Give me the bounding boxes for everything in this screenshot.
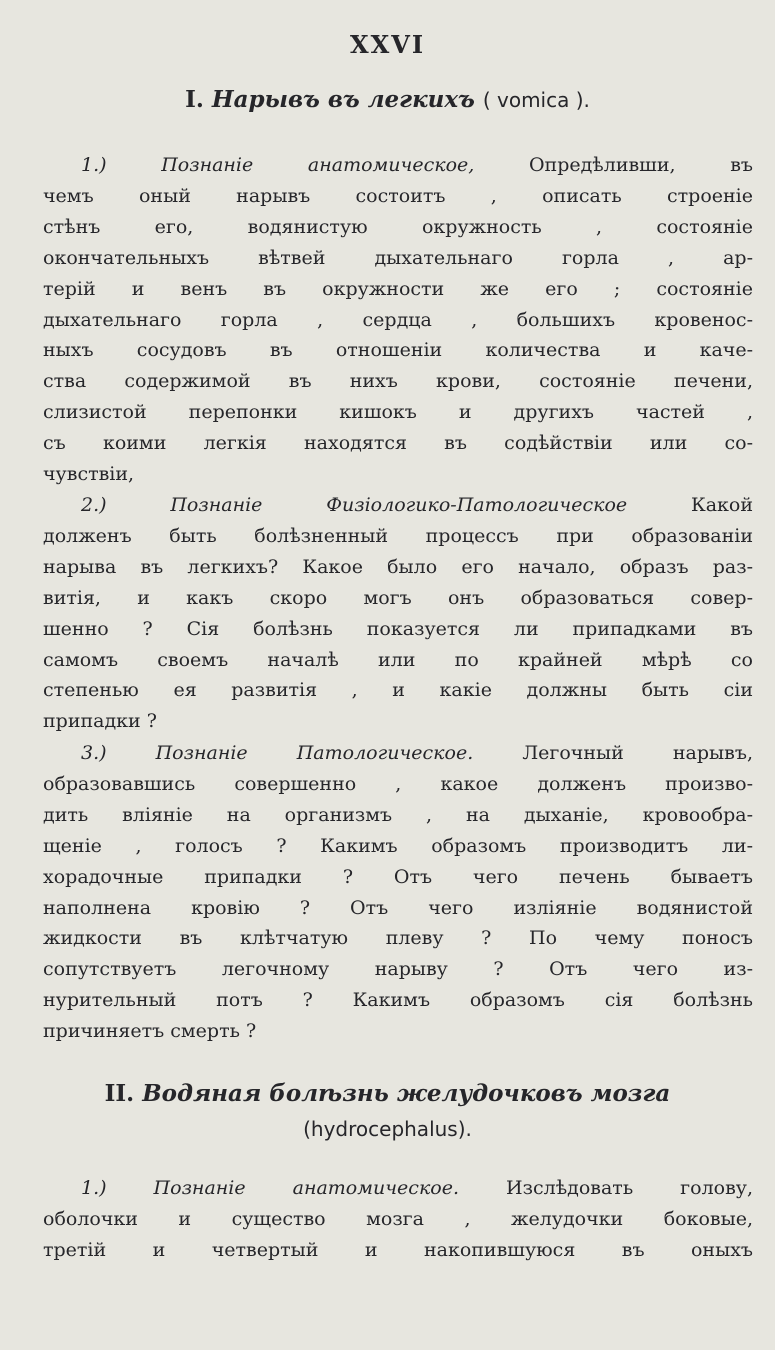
section-numeral: I. [185,86,204,113]
page-number: XXVI [349,30,426,59]
text-line: степенью ея развитія , и какіе должны быть сіи [43,679,753,702]
text-line: сопутствуетъ легочному нарыву ? Отъ чего из- [43,958,753,981]
text-fragment: Легочный нарывъ, [522,742,753,764]
text-line: жидкости въ клѣтчатую плеву ? По чему поносъ [43,927,753,950]
text-fragment: Какой [690,494,753,516]
paragraph-anatomical-2 [43,1173,753,1266]
paragraph-label: 1.) Познаніе анатомическое. [81,1177,460,1199]
text-line [43,738,753,769]
text-line: нарыва въ легкихъ? Какое было его начало, образъ раз- [43,555,753,578]
text-line: ныхъ сосудовъ въ отношеніи количества и каче- [43,339,753,362]
text-line: съ коими легкія находятся въ содѣйствіи или со- [43,432,753,455]
text-fragment: Опредѣливши, въ [528,154,753,176]
text-line: терій и венъ въ окружности же его ; состояніе [43,277,753,300]
text-line: щеніе , голосъ ? Какимъ образомъ производитъ ли- [43,834,753,857]
paragraph-pathological [43,738,753,1047]
text-line: шенно ? Сія болѣзнь показуется ли припадками въ [43,617,753,640]
paragraph-label: 1.) Познаніе анатомическое, [81,154,475,176]
text-line: хорадочные припадки ? Отъ чего печень бываетъ [43,865,753,888]
text-line: припадки ? [43,710,157,733]
text-line [43,150,753,181]
text-line: долженъ быть болѣзненный процессъ при образованіи [43,524,753,547]
text-line: причиняетъ смерть ? [43,1020,257,1043]
text-line: наполнена кровію ? Отъ чего изліяніе водянистой [43,896,753,919]
paragraph-physiological [43,490,753,737]
paragraph-label: 2.) Познаніе Физіологико-Патологическое [81,494,628,516]
text-line: окончательныхъ вѣтвей дыхательнаго горла , ар- [43,246,753,269]
text-line: чемъ оный нарывъ состоитъ , описать строеніе [43,184,753,207]
section-heading-1 [0,86,775,113]
section-latin: (hydrocephalus). [303,1117,472,1141]
text-line: третій и четвертый и накопившуюся въ оныхъ [43,1238,753,1261]
text-line: чувствіи, [43,463,135,486]
section-heading-2-latin [0,1115,775,1142]
text-line: оболочки и существо мозга , желудочки боковые, [43,1207,753,1230]
paragraph-anatomical-1 [43,150,753,490]
text-line [43,1173,753,1204]
section-heading-2 [0,1080,775,1107]
text-line: дить вліяніе на организмъ , на дыханіе, кровообра- [43,803,753,826]
section-title: Водяная болѣзнь желудочковъ мозга [142,1080,671,1107]
text-line: нурительный потъ ? Какимъ образомъ сія болѣзнь [43,989,753,1012]
section-numeral: II. [104,1080,135,1107]
text-line: самомъ своемъ началѣ или по крайней мѣрѣ со [43,648,753,671]
text-line: ства содержимой въ нихъ крови, состояніе печени, [43,370,753,393]
text-fragment: Изслѣдовать голову, [506,1177,753,1199]
text-line: стѣнъ его, водянистую окружность , состояніе [43,215,753,238]
paragraph-label: 3.) Познаніе Патологическое. [81,742,474,764]
text-line: дыхательнаго горла , сердца , большихъ кровенос- [43,308,753,331]
section-title: Нарывъ въ легкихъ [211,86,475,113]
section-latin: ( vomica ). [482,88,590,112]
text-line: витія, и какъ скоро могъ онъ образоваться совер- [43,586,753,609]
text-line: образовавшись совершенно , какое долженъ произво- [43,772,753,795]
text-line [43,490,753,521]
text-line: слизистой перепонки кишокъ и другихъ частей , [43,401,753,424]
